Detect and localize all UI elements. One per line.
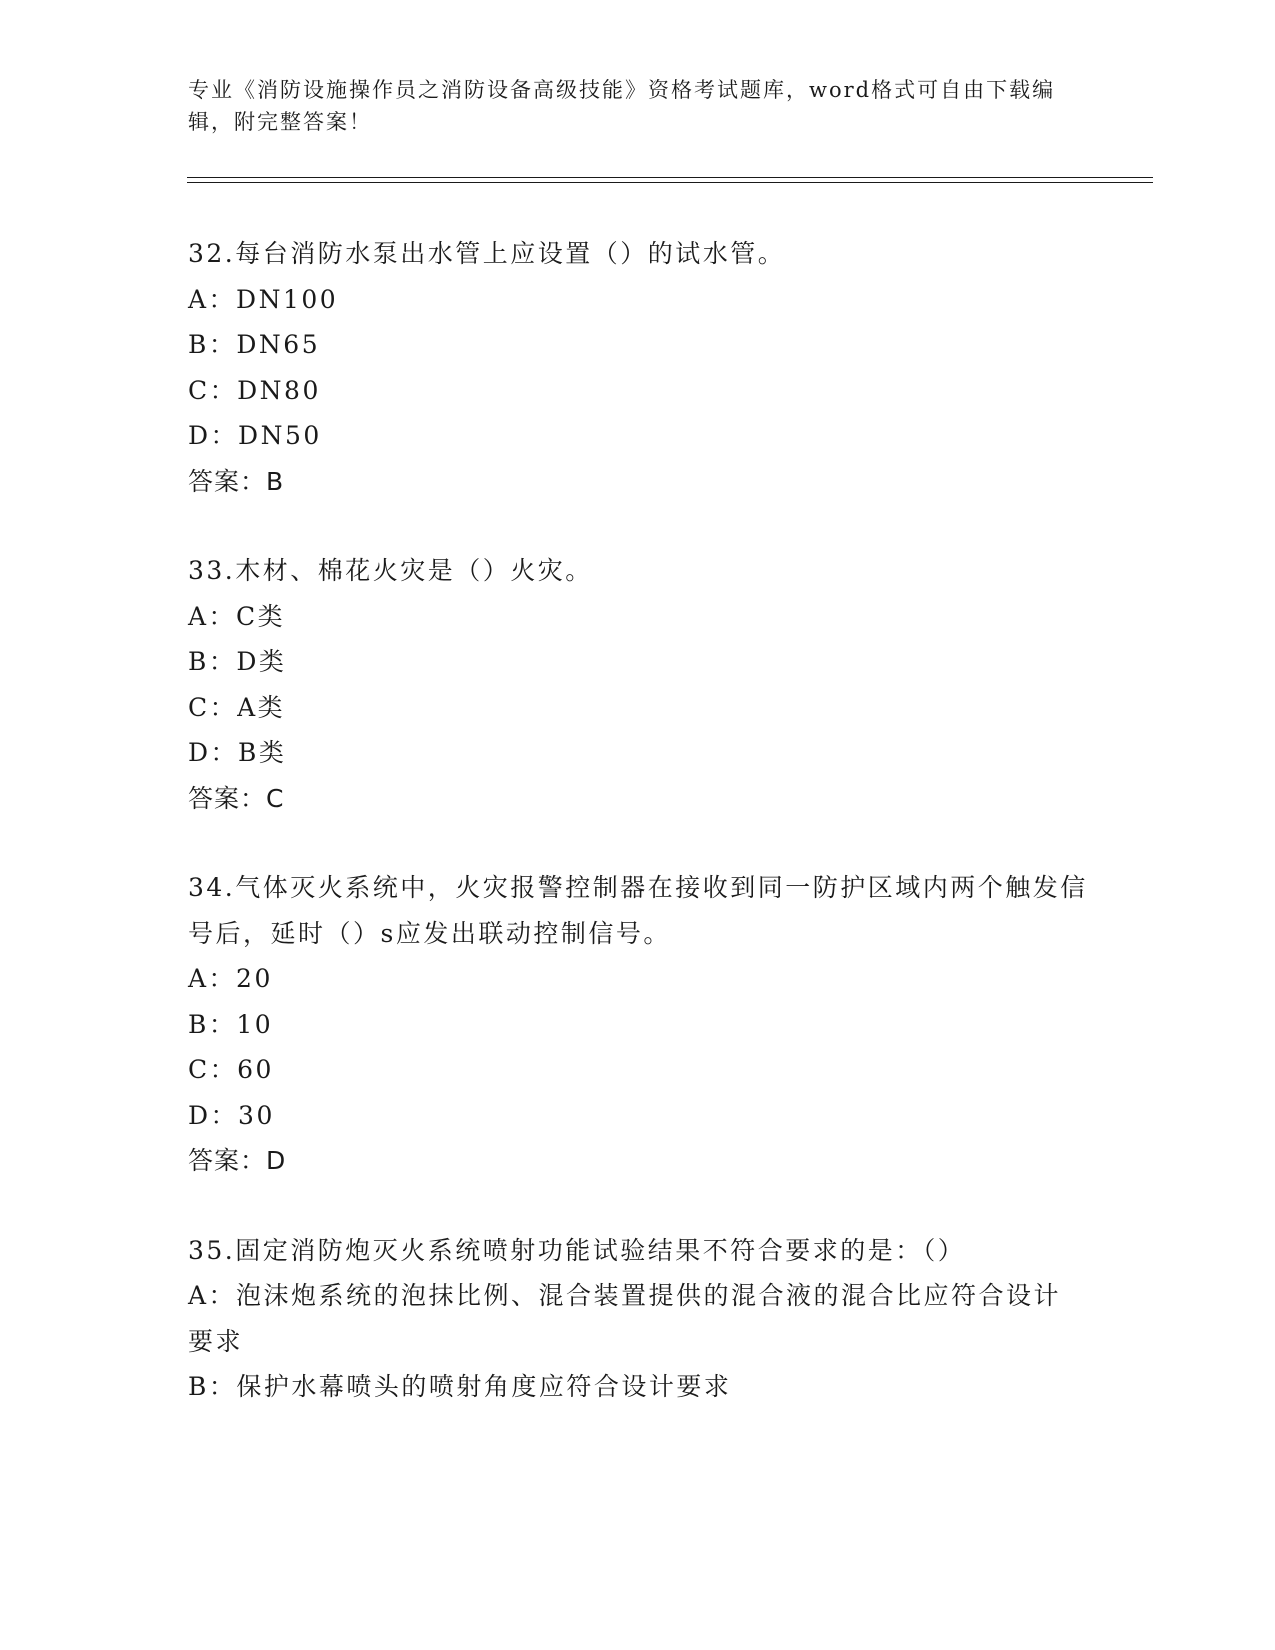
answer-line: 答案：D: [188, 1146, 287, 1175]
option-d: D：DN50: [188, 421, 322, 450]
question-32: [188, 231, 1088, 504]
option-d: D：30: [188, 1100, 275, 1130]
option-b: B：DN65: [188, 330, 321, 359]
option-c: C：A类: [188, 692, 286, 722]
question-title: 34.气体灭火系统中，火灾报警控制器在接收到同一防护区域内两个触发信号后，延时（）s应发出联动控制信号。: [188, 873, 1088, 948]
question-34: [188, 865, 1088, 1184]
question-title: 32.每台消防水泵出水管上应设置（）的试水管。: [188, 239, 786, 268]
question-35: [188, 1228, 1088, 1410]
option-a: A：DN100: [188, 284, 339, 314]
option-b: B：保护水幕喷头的喷射角度应符合设计要求: [188, 1372, 732, 1401]
answer-line: 答案：B: [188, 466, 285, 496]
option-b: B：10: [188, 1009, 274, 1039]
option-a: A：C类: [188, 601, 286, 631]
header-divider-top: [187, 177, 1153, 178]
option-d: D：B类: [188, 738, 287, 767]
option-c: C：DN80: [188, 375, 321, 405]
option-a: A：20: [188, 964, 273, 993]
question-list: [188, 231, 1088, 1454]
question-title: 33.木材、棉花火灾是（）火灾。: [188, 556, 593, 585]
option-a: A：泡沫炮系统的泡抹比例、混合装置提供的混合液的混合比应符合设计要求: [188, 1281, 1062, 1356]
document-header: [188, 74, 1068, 138]
question-33: [188, 548, 1088, 821]
option-c: C：60: [188, 1055, 274, 1084]
question-title: 35.固定消防炮灭火系统喷射功能试验结果不符合要求的是：（）: [188, 1235, 966, 1265]
answer-line: 答案：C: [188, 783, 285, 813]
header-divider-bottom: [187, 182, 1153, 183]
header-intro-text: 专业《消防设施操作员之消防设备高级技能》资格考试题库，word格式可自由下载编辑，附完整答案！: [188, 78, 1056, 134]
option-b: B：D类: [188, 647, 287, 676]
